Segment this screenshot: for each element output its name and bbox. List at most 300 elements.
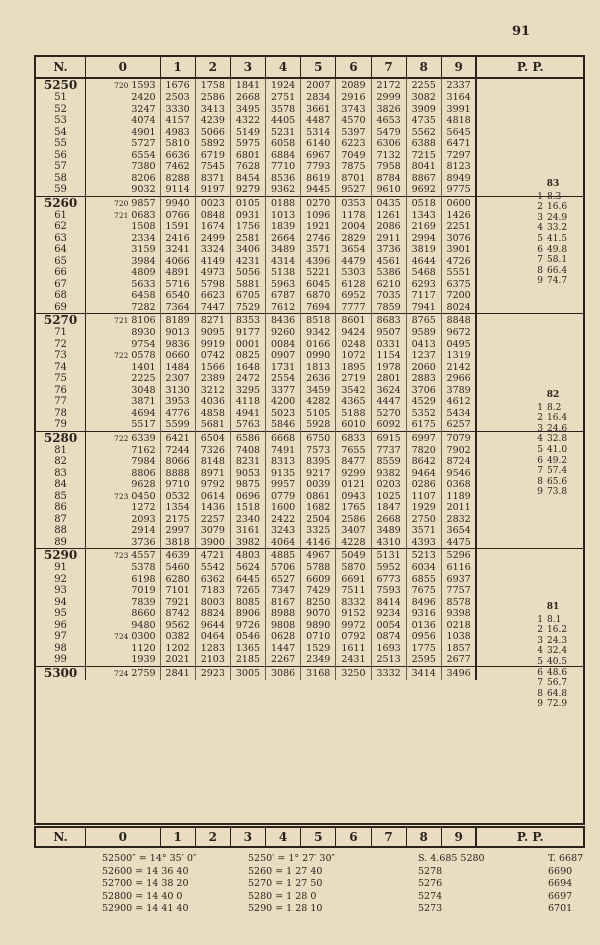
cell-value: 6092 xyxy=(376,419,401,430)
pp-digit: 5 xyxy=(537,233,543,244)
cell-value: 2255 xyxy=(411,80,436,91)
cell-value: 0848 xyxy=(200,209,225,221)
table-row xyxy=(36,104,583,116)
cell-value: 5542 xyxy=(200,562,225,573)
table-cell xyxy=(195,562,230,574)
table-cell xyxy=(406,161,441,173)
pp-row xyxy=(531,699,575,710)
table-cell xyxy=(301,666,336,680)
cell-value: 1758 xyxy=(200,80,225,91)
table-cell xyxy=(301,537,336,549)
table-row xyxy=(36,525,583,537)
cell-value: 4612 xyxy=(446,396,471,407)
table-cell xyxy=(230,92,265,104)
cell-value: 1365 xyxy=(235,642,261,654)
table-cell xyxy=(406,419,441,431)
table-cell xyxy=(195,104,230,116)
table-cell xyxy=(406,537,441,549)
cell-value: 4983 xyxy=(165,126,190,138)
cell-value: 8784 xyxy=(376,172,401,184)
cell-value: 4396 xyxy=(306,255,331,267)
cell-value: 2431 xyxy=(341,654,366,665)
table-cell xyxy=(441,491,476,503)
cell-value: 8231 xyxy=(235,456,261,467)
cell-value: 8559 xyxy=(376,456,401,467)
table-cell xyxy=(441,339,476,351)
cell-value: 4809 xyxy=(131,267,156,278)
table-cell xyxy=(301,138,336,150)
table-cell xyxy=(371,666,406,680)
arc-seconds: 52500″ = 14° 35′ 0″ xyxy=(102,853,197,864)
table-cell xyxy=(301,608,336,620)
header-digit: 7 xyxy=(371,828,406,846)
row-number: 5280 xyxy=(36,431,86,445)
cell-value: 4644 xyxy=(411,255,436,267)
table-cell xyxy=(406,385,441,397)
table-cell xyxy=(336,620,371,632)
table-cell xyxy=(86,279,160,291)
table-cell xyxy=(195,666,230,680)
cell-value: 5056 xyxy=(235,267,261,278)
pp-value: 72.9 xyxy=(547,699,568,710)
cell-value: 2668 xyxy=(376,513,401,525)
cell-value: 0990 xyxy=(306,350,331,361)
table-cell xyxy=(371,537,406,549)
table-cell xyxy=(336,210,371,222)
table-cell xyxy=(336,491,371,503)
pp-row xyxy=(531,276,575,287)
table-cell xyxy=(266,314,301,328)
table-cell xyxy=(336,362,371,374)
table-cell xyxy=(230,104,265,116)
cell-value: 4282 xyxy=(306,396,331,407)
table-cell xyxy=(441,445,476,457)
table-cell xyxy=(86,585,160,597)
cell-value: 2103 xyxy=(200,654,225,665)
cell-value: 3161 xyxy=(235,525,261,536)
table-cell xyxy=(160,267,195,279)
row-number: 78 xyxy=(36,408,86,420)
cell-value: 7265 xyxy=(235,585,261,596)
table-cell xyxy=(230,244,265,256)
cell-value: 9775 xyxy=(446,184,471,195)
pp-value: 8.1 xyxy=(547,614,562,625)
table-cell xyxy=(86,302,160,314)
table-cell xyxy=(371,138,406,150)
table-cell xyxy=(230,115,265,127)
table-cell xyxy=(406,585,441,597)
cell-value: 4735 xyxy=(411,115,436,126)
row-number: 66 xyxy=(36,267,86,279)
table-cell xyxy=(301,244,336,256)
table-cell xyxy=(86,233,160,245)
table-cell xyxy=(301,221,336,233)
table-cell xyxy=(441,502,476,514)
cell-value: 4776 xyxy=(165,407,190,419)
cell-value: 9610 xyxy=(376,184,401,195)
table-cell xyxy=(86,643,160,655)
row-number: 5250 xyxy=(36,78,86,92)
cell-prefix: 721 xyxy=(114,316,129,325)
arc-minutes: 5280 = 1 28 0 xyxy=(248,890,317,902)
table-cell xyxy=(371,78,406,92)
table-cell xyxy=(160,127,195,139)
table-cell xyxy=(230,173,265,185)
row-number: 98 xyxy=(36,643,86,655)
cell-value: 2007 xyxy=(306,80,331,91)
cell-value: 4365 xyxy=(341,396,366,407)
table-cell xyxy=(441,279,476,291)
pp-cell xyxy=(476,314,583,328)
table-cell xyxy=(371,267,406,279)
table-cell xyxy=(86,339,160,351)
table-cell xyxy=(336,339,371,351)
cell-value: 8724 xyxy=(446,456,471,467)
table-cell xyxy=(301,419,336,431)
cell-value: 8189 xyxy=(165,315,190,326)
cell-value: 3332 xyxy=(376,667,401,679)
cell-prefix: 722 xyxy=(114,351,129,360)
cell-value: 8395 xyxy=(306,456,331,467)
table-cell xyxy=(406,514,441,526)
table-cell xyxy=(230,127,265,139)
table-cell xyxy=(441,608,476,620)
row-number: 92 xyxy=(36,574,86,586)
table-row xyxy=(36,210,583,222)
cell-value: 8765 xyxy=(411,315,436,326)
row-number: 96 xyxy=(36,620,86,632)
cell-value: 6445 xyxy=(235,573,261,585)
cell-value: 4529 xyxy=(411,396,436,407)
pp-value: 8.2 xyxy=(547,402,562,413)
pp-block xyxy=(531,390,575,498)
pp-value: 32.4 xyxy=(547,646,568,657)
cell-value: 1189 xyxy=(446,490,471,502)
pp-value: 41.0 xyxy=(547,444,568,455)
table-cell xyxy=(301,408,336,420)
row-number: 5290 xyxy=(36,549,86,563)
table-cell xyxy=(86,327,160,339)
cell-value: 3048 xyxy=(131,384,156,396)
table-cell xyxy=(371,631,406,643)
cell-value: 5963 xyxy=(271,278,296,290)
pp-digit: 7 xyxy=(537,255,543,266)
table-cell xyxy=(230,643,265,655)
table-cell xyxy=(160,574,195,586)
table-cell xyxy=(301,562,336,574)
table-cell xyxy=(371,314,406,328)
pp-row xyxy=(531,234,575,245)
table-cell xyxy=(301,445,336,457)
table-cell xyxy=(230,210,265,222)
row-number: 69 xyxy=(36,302,86,314)
cell-value: 6554 xyxy=(131,149,156,161)
cell-value: 8353 xyxy=(235,315,261,326)
cell-value: 6952 xyxy=(341,290,366,301)
cell-value: 0766 xyxy=(165,209,190,221)
cell-value: 2595 xyxy=(411,654,436,665)
table-body xyxy=(36,78,583,680)
table-cell xyxy=(406,138,441,150)
s-value: 5276 xyxy=(418,878,443,889)
cell-value: 5231 xyxy=(271,126,296,138)
header-digit: 9 xyxy=(441,828,476,846)
cell-value: 9279 xyxy=(235,184,261,195)
cell-value: 4239 xyxy=(200,115,225,126)
cell-value: 9672 xyxy=(446,327,471,338)
cell-value: 6540 xyxy=(165,290,190,301)
cell-value: 6293 xyxy=(411,278,436,290)
table-cell xyxy=(160,92,195,104)
cell-value: 2422 xyxy=(271,513,296,525)
cell-value: 1529 xyxy=(306,642,331,654)
table-row xyxy=(36,468,583,480)
cell-value: 9589 xyxy=(411,327,436,338)
table-cell xyxy=(301,431,336,445)
pp-value: 24.3 xyxy=(547,635,568,646)
pp-row xyxy=(531,689,575,700)
table-cell xyxy=(266,525,301,537)
row-number: 65 xyxy=(36,256,86,268)
cell-value: 1929 xyxy=(411,502,436,513)
pp-row xyxy=(531,413,575,424)
cell-value: 3661 xyxy=(306,103,331,115)
table-cell xyxy=(160,327,195,339)
table-cell xyxy=(195,620,230,632)
cell-value: 1682 xyxy=(306,502,331,513)
cell-value: 8332 xyxy=(341,596,366,608)
cell-value: 5681 xyxy=(200,419,225,430)
table-row xyxy=(36,597,583,609)
table-cell xyxy=(195,525,230,537)
table-cell xyxy=(441,161,476,173)
table-cell xyxy=(371,115,406,127)
cell-value: 0628 xyxy=(271,631,296,642)
table-cell xyxy=(406,115,441,127)
table-cell xyxy=(406,445,441,457)
cell-value: 3900 xyxy=(200,536,225,548)
table-cell xyxy=(371,373,406,385)
pp-value: 65.6 xyxy=(547,476,568,487)
row-number: 59 xyxy=(36,184,86,196)
table-cell xyxy=(86,184,160,196)
table-cell xyxy=(406,608,441,620)
table-cell xyxy=(86,491,160,503)
cell-value: 5468 xyxy=(411,267,436,278)
arc-minutes: 5260 = 1 27 40 xyxy=(248,865,323,877)
cell-value: 7529 xyxy=(235,301,261,313)
table-cell xyxy=(301,161,336,173)
table-row xyxy=(36,221,583,233)
cell-value: 7737 xyxy=(376,444,401,456)
table-row xyxy=(36,385,583,397)
cell-value: 6471 xyxy=(446,138,471,149)
cell-value: 3325 xyxy=(306,525,331,536)
table-cell xyxy=(441,233,476,245)
table-cell xyxy=(406,210,441,222)
table-cell xyxy=(230,608,265,620)
table-cell xyxy=(86,115,160,127)
cell-value: 0435 xyxy=(376,197,401,209)
table-row xyxy=(36,396,583,408)
pp-value: 16.4 xyxy=(547,413,568,424)
pp-digit: 7 xyxy=(537,678,543,689)
table-cell xyxy=(301,78,336,92)
table-cell xyxy=(86,396,160,408)
cell-value: 5727 xyxy=(131,138,156,149)
cell-value: 6375 xyxy=(446,278,471,290)
cell-value: 5599 xyxy=(165,419,190,430)
cell-value: 2504 xyxy=(306,513,331,525)
pp-digit: 2 xyxy=(537,202,543,213)
cell-value: 5352 xyxy=(411,407,436,419)
pp-digit: 9 xyxy=(537,699,543,710)
cell-value: 4639 xyxy=(165,550,190,561)
table-cell xyxy=(441,302,476,314)
cell-value: 8477 xyxy=(341,456,366,467)
cell-value: 3241 xyxy=(165,244,190,255)
table-cell xyxy=(371,643,406,655)
table-cell xyxy=(195,631,230,643)
table-cell xyxy=(371,620,406,632)
table-cell xyxy=(441,244,476,256)
pp-cell xyxy=(476,514,583,526)
cell-value: 3826 xyxy=(376,103,401,115)
table-cell xyxy=(406,150,441,162)
table-cell xyxy=(266,620,301,632)
pp-row xyxy=(531,245,575,256)
cell-value: 5188 xyxy=(341,407,366,419)
cell-value: 9362 xyxy=(271,184,296,195)
pp-value: 24.6 xyxy=(547,423,568,434)
cell-value: 5149 xyxy=(235,126,261,138)
cell-value: 7593 xyxy=(376,585,401,596)
cell-value: 6198 xyxy=(131,573,156,585)
table-cell xyxy=(160,290,195,302)
table-cell xyxy=(266,150,301,162)
table-cell xyxy=(195,491,230,503)
cell-value: 0353 xyxy=(341,197,366,209)
cell-value: 3005 xyxy=(235,667,261,679)
table-cell xyxy=(371,210,406,222)
table-cell xyxy=(406,327,441,339)
header-digit: 0 xyxy=(86,828,160,846)
table-cell xyxy=(160,210,195,222)
table-cell xyxy=(441,373,476,385)
table-cell xyxy=(441,210,476,222)
table-cell xyxy=(160,115,195,127)
pp-cell xyxy=(476,373,583,385)
table-cell xyxy=(195,233,230,245)
pp-value: 64.8 xyxy=(547,688,568,699)
table-row xyxy=(36,327,583,339)
cell-value: 5551 xyxy=(446,267,471,278)
table-cell xyxy=(371,350,406,362)
table-cell xyxy=(160,654,195,666)
table-cell xyxy=(301,468,336,480)
table-cell xyxy=(230,290,265,302)
cell-value: 7777 xyxy=(341,301,366,313)
cell-value: 5952 xyxy=(376,562,401,573)
header-n: N. xyxy=(36,57,86,78)
table-cell xyxy=(371,256,406,268)
cell-value: 6421 xyxy=(165,432,190,444)
cell-value: 2172 xyxy=(376,80,401,91)
cell-value: 1921 xyxy=(306,221,331,232)
t-value: 6697 xyxy=(548,890,573,902)
cell-value: 2677 xyxy=(446,654,471,665)
table-cell xyxy=(406,104,441,116)
table-cell xyxy=(441,419,476,431)
cell-value: 2829 xyxy=(341,232,366,244)
cell-value: 5881 xyxy=(235,278,261,290)
table-cell xyxy=(336,419,371,431)
table-cell xyxy=(195,408,230,420)
cell-value: 0779 xyxy=(271,490,296,502)
row-number: 55 xyxy=(36,138,86,150)
cell-value: 3324 xyxy=(200,244,225,255)
cell-value: 4066 xyxy=(165,255,190,267)
table-cell xyxy=(406,654,441,666)
cell-value: 9382 xyxy=(376,467,401,479)
table-cell xyxy=(195,456,230,468)
cell-value: 5221 xyxy=(306,267,331,278)
cell-value: 3164 xyxy=(446,92,471,103)
table-cell xyxy=(441,468,476,480)
cell-value: 8683 xyxy=(376,315,401,326)
cell-value: 7958 xyxy=(376,161,401,172)
cell-value: 8578 xyxy=(446,596,471,608)
table-cell xyxy=(406,78,441,92)
pp-row xyxy=(531,615,575,626)
table-cell xyxy=(160,491,195,503)
table-cell xyxy=(86,537,160,549)
table-cell xyxy=(230,631,265,643)
cell-value: 7545 xyxy=(200,161,225,172)
pp-digit: 6 xyxy=(537,667,543,678)
cell-value: 9857 xyxy=(131,197,156,209)
pp-row xyxy=(531,678,575,689)
row-number: 97 xyxy=(36,631,86,643)
table-cell xyxy=(230,267,265,279)
table-cell xyxy=(441,350,476,362)
pp-row xyxy=(531,192,575,203)
cell-value: 7710 xyxy=(271,161,296,172)
cell-value: 4405 xyxy=(271,115,296,126)
cell-value: 5562 xyxy=(411,126,436,138)
table-cell xyxy=(86,514,160,526)
cell-value: 0084 xyxy=(271,338,296,350)
table-cell xyxy=(266,574,301,586)
table-cell xyxy=(160,196,195,210)
pp-digit: 8 xyxy=(537,265,543,276)
cell-value: 8371 xyxy=(200,172,225,184)
table-cell xyxy=(266,184,301,196)
cell-value: 7859 xyxy=(376,301,401,313)
pp-title: 82 xyxy=(546,390,560,400)
table-cell xyxy=(230,666,265,680)
cell-value: 9957 xyxy=(271,479,296,490)
table-cell xyxy=(160,104,195,116)
cell-value: 5870 xyxy=(341,562,366,573)
table-cell xyxy=(266,138,301,150)
cell-value: 3819 xyxy=(411,244,436,255)
table-cell xyxy=(336,585,371,597)
cell-value: 7511 xyxy=(341,585,366,596)
cell-value: 4447 xyxy=(376,396,401,407)
cell-value: 0054 xyxy=(376,619,401,631)
cell-value: 1283 xyxy=(200,642,225,654)
